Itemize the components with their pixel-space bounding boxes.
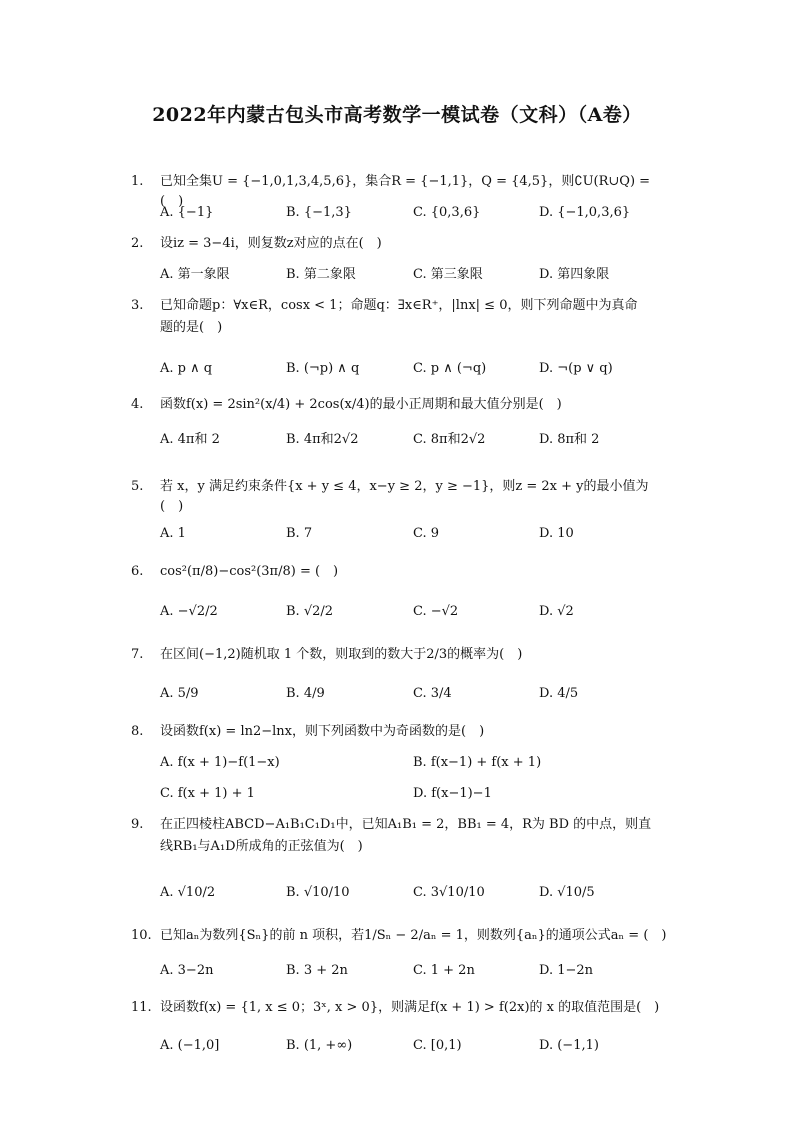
options-row	[0, 684, 794, 706]
option-a[interactable]: A. f(x + 1)−f(1−x)	[160, 755, 280, 770]
page-title: 2022年内蒙古包头市高考数学一模试卷（文科）（A卷）	[152, 104, 642, 126]
option-d[interactable]: D. ¬(p ∨ q)	[539, 361, 613, 376]
question-stem: 设函数f(x) = {1, x ≤ 0；3ˣ, x > 0}，则满足f(x + 1) > f(2x)的 x 的取值范围是( )	[160, 1000, 660, 1015]
options-row	[0, 524, 794, 546]
option-b[interactable]: B. (¬p) ∧ q	[286, 361, 360, 376]
option-a[interactable]: A. p ∧ q	[160, 361, 213, 376]
option-c[interactable]: C. 9	[413, 526, 440, 541]
option-d[interactable]: D. 10	[539, 526, 574, 541]
option-d[interactable]: D. 1−2n	[539, 963, 594, 978]
option-c[interactable]: C. 1 + 2n	[413, 963, 475, 978]
option-b[interactable]: B. 7	[286, 526, 313, 541]
options-row	[0, 1036, 794, 1058]
question-number: 2.	[131, 236, 144, 251]
question-number: 3.	[131, 298, 144, 313]
option-d[interactable]: D. 8π和 2	[539, 432, 600, 447]
options-row	[0, 265, 794, 287]
option-b[interactable]: B. {−1,3}	[286, 205, 352, 220]
option-b[interactable]: B. (1, +∞)	[286, 1038, 353, 1053]
option-d[interactable]: D. 第四象限	[539, 267, 610, 282]
options-row	[0, 753, 794, 775]
option-a[interactable]: A. 5/9	[160, 686, 199, 701]
options-row	[0, 359, 794, 381]
option-d[interactable]: D. 4/5	[539, 686, 579, 701]
option-d[interactable]: D. √2	[539, 604, 574, 619]
option-d[interactable]: D. {−1,0,3,6}	[539, 205, 631, 220]
options-row	[0, 602, 794, 624]
options-row	[0, 203, 794, 225]
option-c[interactable]: C. {0,3,6}	[413, 205, 481, 220]
option-c[interactable]: C. 3√10/10	[413, 885, 485, 900]
option-d[interactable]: D. √10/5	[539, 885, 595, 900]
option-c[interactable]: C. 8π和2√2	[413, 432, 486, 447]
question-number: 5.	[131, 479, 144, 494]
question-number: 7.	[131, 647, 144, 662]
question-stem-continued: 题的是( )	[160, 320, 223, 335]
option-b[interactable]: B. f(x−1) + f(x + 1)	[413, 755, 542, 770]
question-number: 11.	[131, 1000, 152, 1015]
option-b[interactable]: B. 4/9	[286, 686, 325, 701]
options-row	[0, 883, 794, 905]
question-number: 8.	[131, 724, 144, 739]
question-stem: 已知命题p：∀x∈R，cosx < 1；命题q：∃x∈R⁺，|lnx| ≤ 0，则下列命题中为真命	[160, 298, 638, 313]
question-stem: 设函数f(x) = ln2−lnx，则下列函数中为奇函数的是( )	[160, 724, 485, 739]
question-number: 6.	[131, 564, 144, 579]
option-a[interactable]: A. 3−2n	[160, 963, 214, 978]
question-stem: 在正四棱柱ABCD−A₁B₁C₁D₁中，已知A₁B₁ = 2，BB₁ = 4，R为 BD 的中点，则直	[160, 817, 652, 832]
option-c[interactable]: C. 3/4	[413, 686, 452, 701]
option-a[interactable]: A. {−1}	[160, 205, 214, 220]
option-b[interactable]: B. 3 + 2n	[286, 963, 348, 978]
option-c[interactable]: C. [0,1)	[413, 1038, 462, 1053]
option-b[interactable]: B. 4π和2√2	[286, 432, 359, 447]
option-b[interactable]: B. √10/10	[286, 885, 350, 900]
question-number: 4.	[131, 397, 144, 412]
question-stem: 若 x，y 满足约束条件{x + y ≤ 4，x−y ≥ 2，y ≥ −1}，则z = 2x + y的最小值为( )	[160, 479, 649, 514]
option-d[interactable]: D. f(x−1)−1	[413, 786, 492, 801]
option-a[interactable]: A. (−1,0]	[160, 1038, 220, 1053]
option-a[interactable]: A. −√2/2	[160, 604, 218, 619]
question-number: 10.	[131, 928, 152, 943]
options-row	[0, 961, 794, 983]
option-c[interactable]: C. −√2	[413, 604, 459, 619]
options-row	[0, 430, 794, 452]
option-c[interactable]: C. p ∧ (¬q)	[413, 361, 487, 376]
question-stem: cos²(π/8)−cos²(3π/8) = ( )	[160, 564, 339, 579]
question-stem-continued: 线RB₁与A₁D所成角的正弦值为( )	[160, 839, 363, 854]
option-a[interactable]: A. 4π和 2	[160, 432, 220, 447]
option-b[interactable]: B. √2/2	[286, 604, 334, 619]
option-c[interactable]: C. f(x + 1) + 1	[160, 786, 255, 801]
question-number: 1.	[131, 174, 144, 189]
option-c[interactable]: C. 第三象限	[413, 267, 483, 282]
option-a[interactable]: A. 1	[160, 526, 186, 541]
question-stem: 设iz = 3−4i，则复数z对应的点在( )	[160, 236, 382, 251]
question-stem: 函数f(x) = 2sin²(x/4) + 2cos(x/4)的最小正周期和最大值分别是( )	[160, 397, 562, 412]
options-row	[0, 784, 794, 806]
option-d[interactable]: D. (−1,1)	[539, 1038, 599, 1053]
option-b[interactable]: B. 第二象限	[286, 267, 356, 282]
option-a[interactable]: A. √10/2	[160, 885, 216, 900]
question-number: 9.	[131, 817, 144, 832]
option-a[interactable]: A. 第一象限	[160, 267, 230, 282]
question-stem: 已知全集U = {−1,0,1,3,4,5,6}，集合R = {−1,1}，Q = {4,5}，则∁U(R∪Q) = ( )	[160, 174, 651, 209]
question-stem: 已知aₙ为数列{Sₙ}的前 n 项积，若1/Sₙ − 2/aₙ = 1，则数列{aₙ}的通项公式aₙ = ( )	[160, 928, 667, 943]
question-stem: 在区间(−1,2)随机取 1 个数，则取到的数大于2/3的概率为( )	[160, 647, 523, 662]
